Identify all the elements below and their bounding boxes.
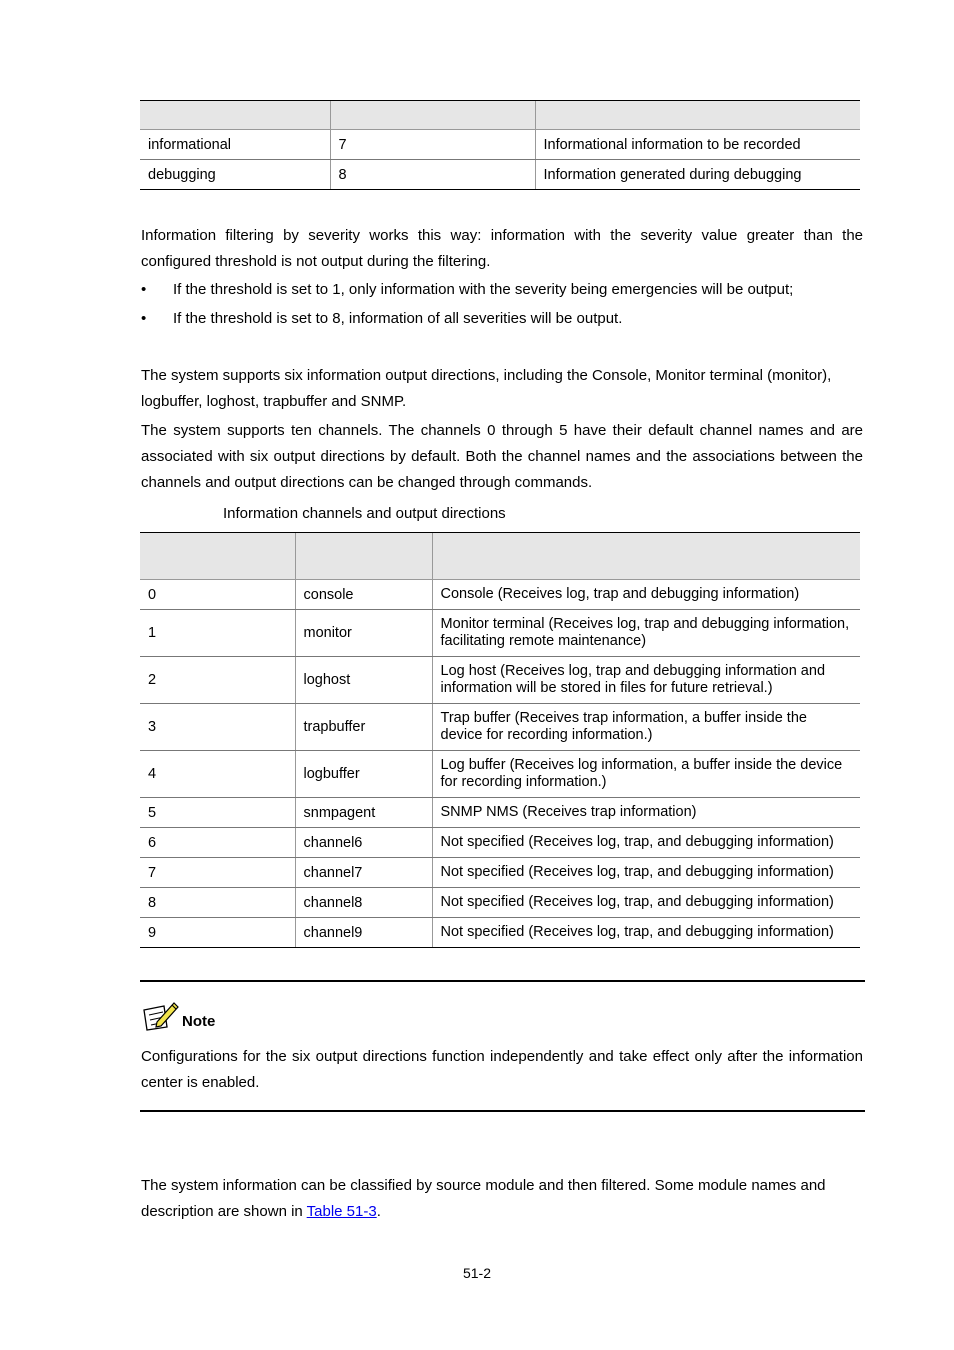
page-number: 51-2 (462, 1265, 492, 1281)
channel-name: snmpagent (295, 798, 432, 828)
channel-number: 4 (140, 751, 295, 798)
bullet-icon: • (141, 281, 147, 298)
channel-direction: Console (Receives log, trap and debugging information) (432, 580, 860, 610)
channel-direction: SNMP NMS (Receives trap information) (432, 798, 860, 828)
channel-number: 0 (140, 580, 295, 610)
table-row (140, 918, 860, 948)
channel-direction: Not specified (Receives log, trap, and debugging information) (432, 858, 860, 888)
output-paragraph: The system supports six information output directions, including the Console, Monitor terminal (monitor), logbuffer, loghost, trapbuffer and SNMP. (141, 367, 832, 410)
table-row (140, 888, 860, 918)
table-row (140, 858, 860, 888)
channel-number: 7 (140, 858, 295, 888)
table-header-row (140, 101, 860, 130)
table-header-row (140, 533, 860, 580)
channel-number: 1 (140, 610, 295, 657)
severity-table (140, 100, 860, 190)
channels-table (140, 532, 860, 948)
channel-direction: Not specified (Receives log, trap, and debugging information) (432, 888, 860, 918)
channel-number: 9 (140, 918, 295, 948)
note-pencil-icon (141, 1000, 181, 1032)
channel-direction: Trap buffer (Receives trap information, a buffer inside the device for recording information.) (432, 704, 860, 751)
table-row (140, 657, 860, 704)
channel-direction: Not specified (Receives log, trap, and debugging information) (432, 828, 860, 858)
table-caption: Information channels and output directions (223, 505, 506, 522)
table-row (140, 798, 860, 828)
note-top-rule (140, 980, 865, 982)
channel-direction: Not specified (Receives log, trap, and debugging information) (432, 918, 860, 948)
severity-description: Information generated during debugging (535, 160, 860, 190)
severity-description: Informational information to be recorded (535, 130, 860, 160)
table-row (140, 751, 860, 798)
bullet-icon: • (141, 310, 147, 327)
note-label: Note (182, 1013, 216, 1030)
channel-number: 8 (140, 888, 295, 918)
table-row (140, 130, 860, 160)
channel-name: trapbuffer (295, 704, 432, 751)
table-row (140, 160, 860, 190)
filtering-paragraph: Information filtering by severity works this way: information with the severity value greater than the configured threshold is not output during the filtering. (141, 227, 863, 270)
channel-name: monitor (295, 610, 432, 657)
channels-paragraph: The system supports ten channels. The channels 0 through 5 have their default channel names and are associated with six output directions by default. Both the channel names and the associations between the channels and output directions can be changed through commands. (141, 422, 863, 491)
channel-number: 3 (140, 704, 295, 751)
channel-direction: Log buffer (Receives log information, a buffer inside the device for recording information.) (432, 751, 860, 798)
channel-direction: Monitor terminal (Receives log, trap and debugging information, facilitating remote maintenance) (432, 610, 860, 657)
channel-name: channel9 (295, 918, 432, 948)
channel-name: channel6 (295, 828, 432, 858)
channel-number: 2 (140, 657, 295, 704)
severity-value: 7 (330, 130, 535, 160)
note-bottom-rule (140, 1110, 865, 1112)
severity-level: debugging (140, 160, 330, 190)
channel-direction: Log host (Receives log, trap and debugging information and information will be stored in files for future retrieval.) (432, 657, 860, 704)
severity-value: 8 (330, 160, 535, 190)
table-row (140, 610, 860, 657)
channel-number: 5 (140, 798, 295, 828)
module-paragraph: The system information can be classified by source module and then filtered. Some module names and description are shown in Table 51-3. (141, 1177, 826, 1220)
table-row (140, 704, 860, 751)
channel-number: 6 (140, 828, 295, 858)
table-51-3-link[interactable]: Table 51-3 (306, 1203, 377, 1220)
channel-name: console (295, 580, 432, 610)
note-text: Configurations for the six output directions function independently and take effect only after the information center is enabled. (141, 1048, 863, 1091)
channel-name: loghost (295, 657, 432, 704)
channel-name: channel8 (295, 888, 432, 918)
table-row (140, 580, 860, 610)
channel-name: channel7 (295, 858, 432, 888)
severity-level: informational (140, 130, 330, 160)
channel-name: logbuffer (295, 751, 432, 798)
table-row (140, 828, 860, 858)
